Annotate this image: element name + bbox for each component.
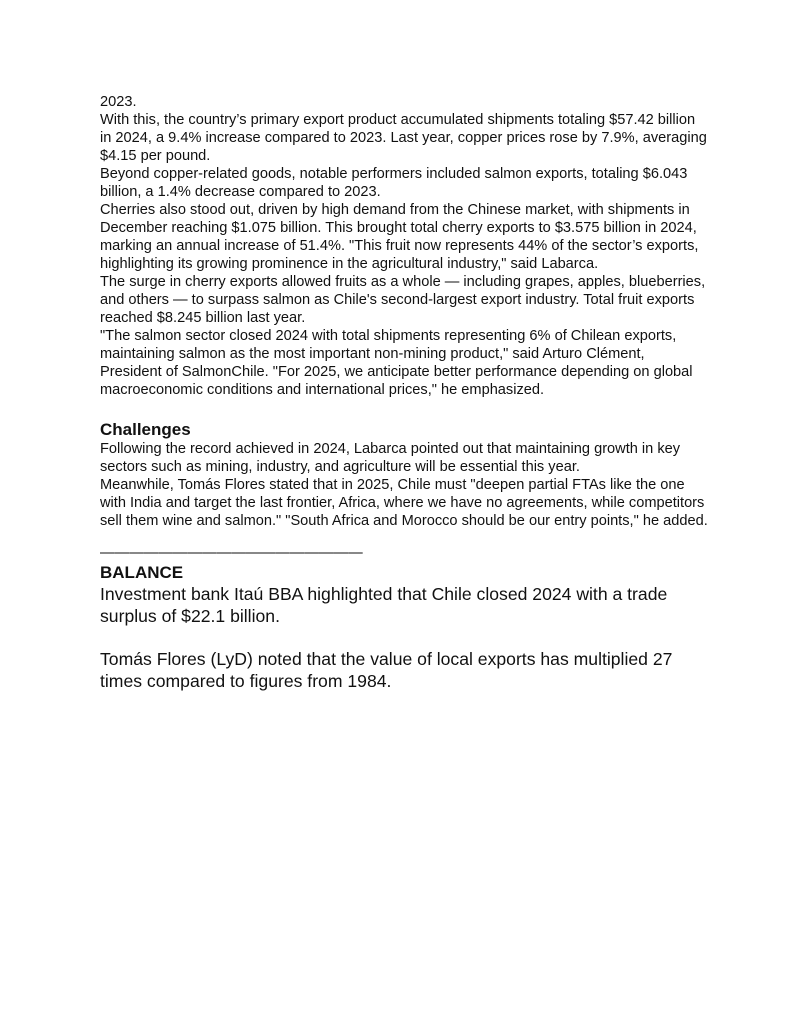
article-body (100, 93, 710, 399)
paragraph: "The salmon sector closed 2024 with total shipments representing 6% of Chilean exports, maintaining salmon as the most important non-mining product," said Arturo Clément, President of SalmonChile. "For 2025, we anticipate better performance depending on global macroeconomic conditions and international prices," he emphasized. (100, 328, 693, 398)
paragraph: Meanwhile, Tomás Flores stated that in 2025, Chile must "deepen partial FTAs like the one with India and target the last frontier, Africa, where we have no agreements, while competitors sell them wine and salmon." "South Africa and Morocco should be our entry points," he added. (100, 477, 708, 529)
paragraph: Beyond copper-related goods, notable performers included salmon exports, totaling $6.043 billion, a 1.4% decrease compared to 2023. (100, 166, 688, 200)
paragraph: Following the record achieved in 2024, Labarca pointed out that maintaining growth in key sectors such as mining, industry, and agriculture will be essential this year. (100, 441, 681, 475)
paragraph: The surge in cherry exports allowed fruits as a whole — including grapes, apples, blueberries, and others — to surpass salmon as Chile's second-largest export industry. Total fruit exports reached $8.245 billion last year. (100, 274, 706, 326)
paragraph-gap (100, 627, 710, 648)
paragraph: Cherries also stood out, driven by high demand from the Chinese market, with shipments in December reaching $1.075 billion. This brought total cherry exports to $3.575 billion in 2024, marking an annual increase of 51.4%. "This fruit now represents 44% of the sector’s exports, highlighting its growing prominence in the agricultural industry," said Labarca. (100, 202, 699, 272)
paragraph: With this, the country’s primary export product accumulated shipments totaling $57.42 billion in 2024, a 9.4% increase compared to 2023. Last year, copper prices rose by 7.9%, averaging $4.15 per pound. (100, 112, 707, 164)
paragraph: 2023. (100, 94, 137, 110)
challenges-section (100, 420, 710, 530)
challenges-heading: Challenges (100, 420, 191, 439)
paragraph: Investment bank Itaú BBA highlighted that Chile closed 2024 with a trade surplus of $22.1 billion. (100, 584, 668, 626)
document-page (100, 93, 710, 692)
paragraph: Tomás Flores (LyD) noted that the value of local exports has multiplied 27 times compared to figures from 1984. (100, 649, 673, 691)
balance-heading: BALANCE (100, 563, 184, 582)
divider-line: —————————————————— (100, 545, 363, 561)
balance-section (100, 562, 710, 692)
